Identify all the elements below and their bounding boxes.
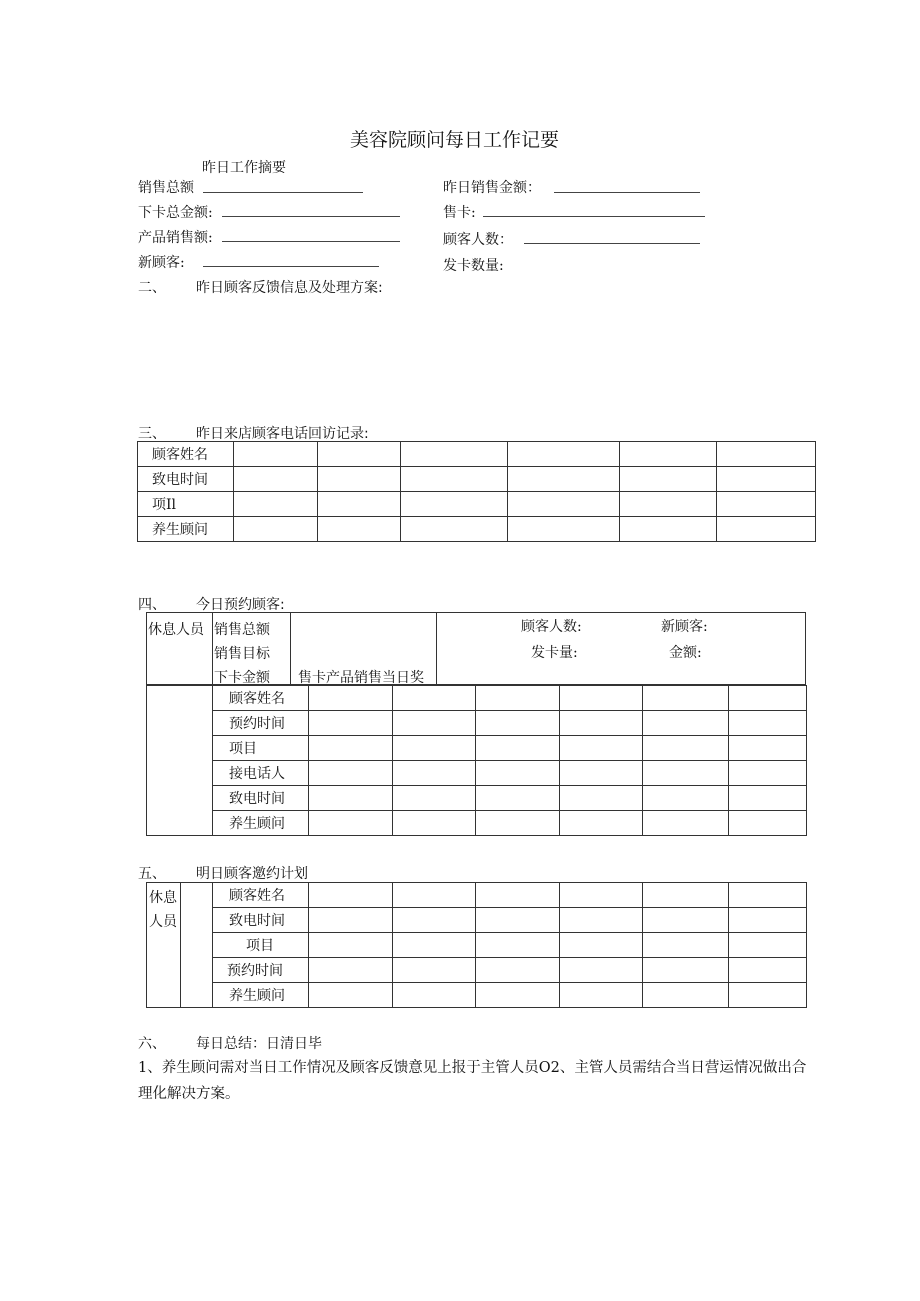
table-cell[interactable] [729, 883, 807, 908]
table-row [147, 933, 807, 958]
section-6-heading [138, 1033, 322, 1053]
table-cell[interactable] [717, 442, 816, 467]
table-cell[interactable] [393, 883, 476, 908]
table-cell[interactable] [476, 711, 560, 736]
table-cell[interactable] [620, 517, 717, 542]
customer-count-blank [524, 243, 700, 244]
table-cell[interactable] [643, 933, 729, 958]
section-3-number: 三、 [138, 426, 166, 442]
table-cell[interactable] [729, 958, 807, 983]
card-total-label: 下卡总金额: [138, 205, 213, 221]
table-cell[interactable] [643, 811, 729, 836]
table-cell[interactable] [393, 983, 476, 1008]
table-cell[interactable] [393, 908, 476, 933]
table-row [147, 686, 807, 711]
table-cell[interactable] [401, 467, 508, 492]
table-cell[interactable] [318, 492, 401, 517]
divider [436, 613, 437, 685]
sales-total-label: 销售总额 [138, 180, 194, 196]
yesterday-sales-label: 昨日销售金额： [443, 180, 541, 196]
section-5-number: 五、 [138, 866, 166, 882]
row-label: 顾客姓名 [213, 686, 309, 711]
table-cell[interactable] [729, 686, 807, 711]
table-cell[interactable] [309, 908, 393, 933]
table-cell[interactable] [476, 908, 560, 933]
section-4-number: 四、 [138, 597, 166, 613]
table-cell[interactable] [234, 442, 318, 467]
table-cell[interactable] [508, 467, 620, 492]
table-cell[interactable] [234, 517, 318, 542]
divider [290, 613, 291, 685]
table-row [147, 711, 807, 736]
section-4-heading [138, 594, 285, 614]
table-cell[interactable] [508, 492, 620, 517]
callback-record-table [137, 441, 816, 542]
table-cell[interactable] [620, 467, 717, 492]
table-cell[interactable] [729, 908, 807, 933]
new-customers-label: 新顾客: [661, 619, 708, 635]
new-customers-blank [203, 266, 379, 267]
table-cell[interactable] [393, 686, 476, 711]
table-cell[interactable] [309, 711, 393, 736]
table-cell[interactable] [560, 711, 643, 736]
table-cell[interactable] [234, 467, 318, 492]
table-cell[interactable] [476, 736, 560, 761]
table-cell[interactable] [309, 786, 393, 811]
sales-total-blank [203, 192, 363, 193]
new-customers-label: 新顾客: [138, 255, 185, 271]
table-cell[interactable] [476, 933, 560, 958]
customer-count-label: 顾客人数： [443, 232, 513, 248]
rest-staff-cell[interactable] [147, 883, 181, 1008]
table-cell[interactable] [401, 492, 508, 517]
appointment-table [146, 685, 807, 836]
table-cell[interactable] [318, 517, 401, 542]
customer-count-label: 顾客人数: [521, 619, 582, 635]
table-cell[interactable] [393, 786, 476, 811]
table-cell[interactable] [729, 736, 807, 761]
table-cell[interactable] [643, 786, 729, 811]
table-cell[interactable] [729, 786, 807, 811]
table-cell[interactable] [309, 811, 393, 836]
table-cell[interactable] [309, 736, 393, 761]
table-cell[interactable] [476, 958, 560, 983]
table-cell[interactable] [729, 933, 807, 958]
table-cell[interactable] [643, 761, 729, 786]
table-cell[interactable] [560, 983, 643, 1008]
table-cell[interactable] [620, 492, 717, 517]
invitation-plan-table [146, 882, 807, 1008]
row-label: 顾客姓名 [213, 883, 309, 908]
table-cell[interactable] [560, 908, 643, 933]
table-cell[interactable] [560, 736, 643, 761]
summary-paragraph: 1、养生顾问需对当日工作情况及顾客反馈意见上报于主管人员O2、主管人员需结合当日营运情况做出合理化解决方案。 [138, 1060, 807, 1102]
section-2-number: 二、 [138, 280, 166, 296]
table-cell[interactable] [476, 686, 560, 711]
table-cell[interactable] [393, 761, 476, 786]
sales-target-label: 销售目标 [214, 646, 270, 662]
table-cell[interactable] [476, 983, 560, 1008]
section-6-label: 每日总结：日清日毕 [196, 1036, 322, 1052]
table-cell[interactable] [393, 958, 476, 983]
table-row [147, 786, 807, 811]
table-cell[interactable] [309, 883, 393, 908]
table-cell[interactable] [620, 442, 717, 467]
row-label: 预约时间 [213, 711, 309, 736]
table-cell[interactable] [309, 983, 393, 1008]
row-label: 项Il [138, 492, 234, 517]
table-row [138, 442, 816, 467]
section-2-label: 昨日顾客反馈信息及处理方案: [196, 280, 383, 296]
rest-staff-label: 休息人员 [148, 622, 204, 638]
product-sales-label: 产品销售额: [138, 230, 213, 246]
table-cell[interactable] [401, 442, 508, 467]
row-label: 致电时间 [213, 908, 309, 933]
table-cell[interactable] [393, 711, 476, 736]
sales-total-label: 销售总额 [214, 622, 270, 638]
rest-staff-label-2: 人员 [149, 914, 177, 930]
table-cell[interactable] [729, 811, 807, 836]
table-cell[interactable] [318, 442, 401, 467]
table-cell[interactable] [476, 811, 560, 836]
section-6-number: 六、 [138, 1036, 166, 1052]
divider [212, 613, 213, 685]
section-2-heading [138, 277, 383, 297]
table-cell[interactable] [717, 517, 816, 542]
cards-issued-label: 发卡量: [531, 645, 578, 661]
table-cell[interactable] [560, 958, 643, 983]
row-label: 顾客姓名 [138, 442, 234, 467]
appointment-header-block [146, 612, 806, 685]
rest-staff-label-1: 休息 [149, 890, 177, 906]
table-cell[interactable] [476, 786, 560, 811]
table-cell[interactable] [309, 958, 393, 983]
table-cell[interactable] [643, 983, 729, 1008]
table-cell[interactable] [508, 442, 620, 467]
table-cell[interactable] [717, 467, 816, 492]
table-row [138, 467, 816, 492]
section-5-label: 明日顾客邀约计划 [196, 866, 308, 882]
table-cell[interactable] [643, 883, 729, 908]
row-label: 项目 [213, 933, 309, 958]
table-cell[interactable] [476, 761, 560, 786]
row-label: 项目 [213, 736, 309, 761]
table-cell[interactable] [729, 761, 807, 786]
yesterday-sales-blank [554, 192, 700, 193]
table-row [147, 908, 807, 933]
staff-name-cell[interactable] [181, 883, 213, 1008]
cards-issued-label: 发卡数量: [443, 258, 504, 274]
table-cell[interactable] [729, 983, 807, 1008]
table-row [147, 958, 807, 983]
table-cell[interactable] [717, 492, 816, 517]
table-cell[interactable] [560, 686, 643, 711]
table-row [138, 517, 816, 542]
table-cell[interactable] [560, 786, 643, 811]
amount-label: 金额: [669, 645, 702, 661]
table-row [147, 811, 807, 836]
table-cell[interactable] [643, 908, 729, 933]
section-3-heading [138, 423, 369, 443]
card-sales-label: 售卡: [443, 205, 476, 221]
table-cell[interactable] [560, 761, 643, 786]
table-cell[interactable] [401, 517, 508, 542]
table-cell[interactable] [309, 686, 393, 711]
table-cell[interactable] [393, 811, 476, 836]
table-cell[interactable] [309, 933, 393, 958]
table-row [147, 736, 807, 761]
table-cell[interactable] [476, 883, 560, 908]
card-total-blank [222, 216, 400, 217]
table-cell[interactable] [393, 736, 476, 761]
row-label: 致电时间 [213, 786, 309, 811]
page-title: 美容院顾问每日工作记要 [350, 129, 560, 151]
table-cell[interactable] [560, 933, 643, 958]
table-cell[interactable] [729, 711, 807, 736]
rest-staff-cell[interactable] [147, 686, 213, 836]
daily-bonus-label: 售卡产品销售当日奖 [298, 670, 424, 686]
table-cell[interactable] [318, 467, 401, 492]
row-label: 致电时间 [138, 467, 234, 492]
row-label: 预约时间 [213, 958, 309, 983]
table-row [147, 883, 807, 908]
table-row [147, 761, 807, 786]
table-row [147, 983, 807, 1008]
table-cell[interactable] [560, 883, 643, 908]
summary-heading: 昨日工作摘要 [202, 160, 286, 176]
card-sales-blank [483, 216, 705, 217]
table-cell[interactable] [643, 711, 729, 736]
section-3-label: 昨日来店顾客电话回访记录: [196, 426, 369, 442]
product-sales-blank [222, 241, 400, 242]
table-row [138, 492, 816, 517]
card-amount-label: 下卡金额 [214, 670, 270, 686]
table-cell[interactable] [393, 933, 476, 958]
row-label: 养生顾问 [138, 517, 234, 542]
table-cell[interactable] [643, 958, 729, 983]
table-cell[interactable] [508, 517, 620, 542]
row-label: 养生顾问 [213, 811, 309, 836]
table-cell[interactable] [309, 761, 393, 786]
table-cell[interactable] [560, 811, 643, 836]
table-cell[interactable] [234, 492, 318, 517]
section-5-heading [138, 863, 308, 883]
table-cell[interactable] [643, 736, 729, 761]
row-label: 养生顾问 [213, 983, 309, 1008]
table-cell[interactable] [643, 686, 729, 711]
row-label: 接电话人 [213, 761, 309, 786]
section-4-label: 今日预约顾客: [196, 597, 285, 613]
